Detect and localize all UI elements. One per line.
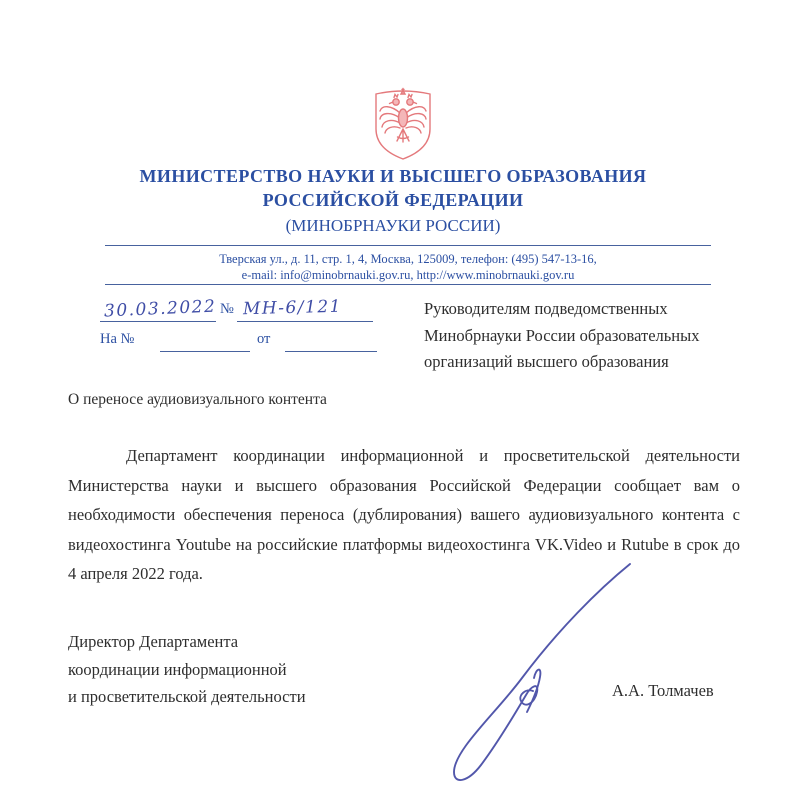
signer-title-line: и просветительской деятельности bbox=[68, 687, 306, 706]
ministry-name-line2: РОССИЙСКОЙ ФЕДЕРАЦИИ bbox=[262, 190, 524, 210]
number-sign-label: № bbox=[220, 301, 234, 317]
reply-number-blank-line bbox=[160, 335, 250, 352]
letter-subject: О переносе аудиовизуального контента bbox=[68, 391, 327, 408]
handwritten-outgoing-number: МН-6/121 bbox=[242, 296, 343, 320]
address-line1: Тверская ул., д. 11, стр. 1, 4, Москва, 125009, телефон: (495) 547-13-16, bbox=[219, 252, 597, 266]
reply-from-label: от bbox=[257, 331, 271, 347]
number-blank-line bbox=[237, 305, 373, 322]
handwritten-signature bbox=[430, 552, 650, 797]
reply-to-number-label: На № bbox=[100, 331, 135, 347]
ministry-short-name: (МИНОБРНАУКИ РОССИИ) bbox=[285, 216, 501, 235]
ministry-name-line1: МИНИСТЕРСТВО НАУКИ И ВЫСШЕГО ОБРАЗОВАНИЯ bbox=[139, 166, 647, 186]
signer-name: А.А. Толмачев bbox=[612, 681, 714, 700]
recipient-line: организаций высшего образования bbox=[424, 352, 669, 371]
signer-title-block bbox=[68, 628, 306, 711]
recipient-line: Минобрнауки России образовательных bbox=[424, 325, 700, 345]
address-line2: e-mail: info@minobrnauki.gov.ru, http://www.minobrnauki.gov.ru bbox=[241, 268, 575, 282]
header-divider-bottom bbox=[105, 284, 711, 285]
recipient-line: Руководителям подведомственных bbox=[424, 299, 668, 318]
recipient-block bbox=[424, 296, 764, 376]
reply-date-blank-line bbox=[285, 335, 377, 352]
signer-title-line: Директор Департамента bbox=[68, 632, 239, 651]
letter-body-paragraph: Департамент координации информационной и просветительской деятельности Министерства науки и высшего образования Российской Федерации сообщает вам о необходимости обеспечения переноса (дублирования) вашего аудиовизуального контента с видеохостинга Youtube на российские платформы видеохостинга VK.Video и Rutube в срок до 4 апреля 2022 года. bbox=[68, 446, 740, 583]
header-divider-top bbox=[105, 245, 711, 246]
date-blank-line bbox=[100, 305, 216, 322]
signer-title-line: координации информационной bbox=[68, 659, 287, 679]
russia-coat-of-arms-icon bbox=[372, 85, 434, 161]
handwritten-date: 30.03.2022 bbox=[103, 296, 217, 322]
